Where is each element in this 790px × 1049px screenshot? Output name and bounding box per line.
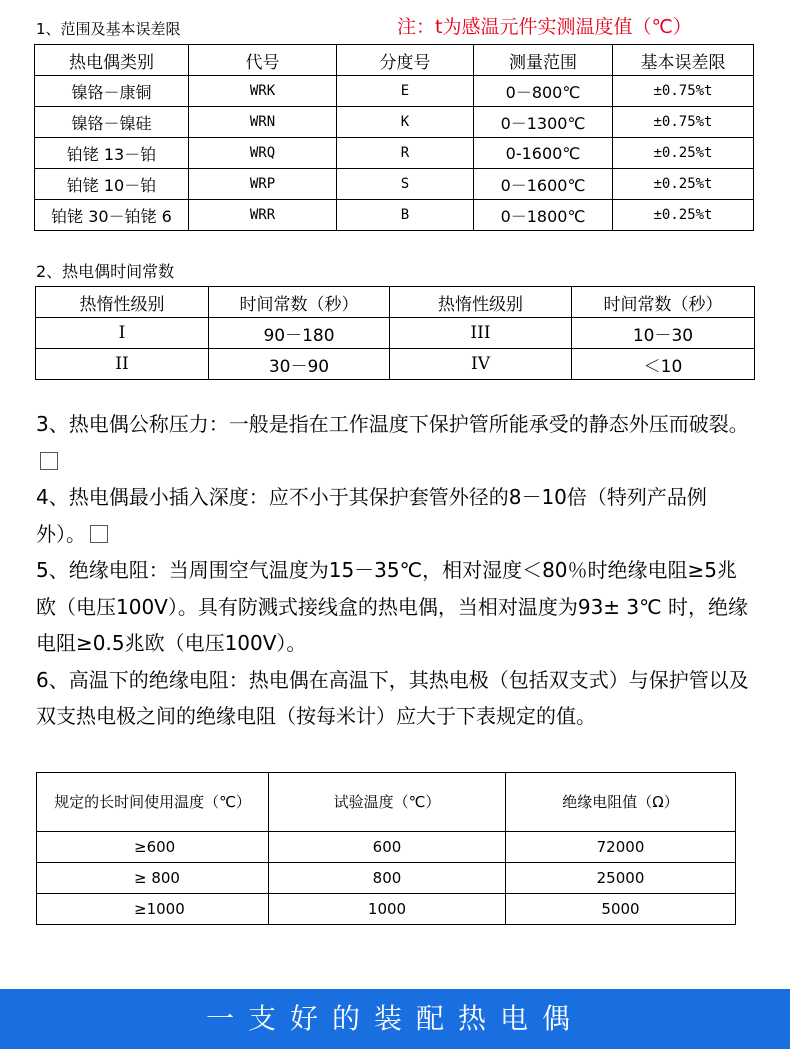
header-cell: 规定的长时间使用温度（℃） [37, 773, 269, 832]
table-cell: WRK [189, 76, 337, 107]
table-cell: 30－90 [209, 349, 390, 380]
header-cell: 试验温度（℃） [269, 773, 506, 832]
table-row [35, 76, 754, 107]
table-cell: 铂铑 10－铂 [35, 169, 189, 200]
table-cell: 0－800℃ [474, 76, 613, 107]
table-row [35, 138, 754, 169]
table-cell: 800 [269, 863, 506, 894]
temperature-note: 注：t为感温元件实测温度值（℃） [397, 16, 692, 38]
table-cell: II [36, 349, 209, 380]
table-cell: I [36, 318, 209, 349]
table-cell: WRP [189, 169, 337, 200]
table-cell: 0－1300℃ [474, 107, 613, 138]
table-cell: R [337, 138, 474, 169]
section2-title: 2、热电偶时间常数 [36, 262, 175, 281]
table-cell: 5000 [506, 894, 736, 925]
paragraph-text: 4、热电偶最小插入深度：应不小于其保护套管外径的8－10倍（特列产品例外）。 [36, 485, 707, 546]
paragraph-insulation-resistance: 5、绝缘电阻：当周围空气温度为15－35℃，相对湿度＜80％时绝缘电阻≥5兆欧（电压100V）。具有防溅式接线盒的热电偶，当相对温度为93± 3℃ 时，绝缘电阻≥0.5兆欧（电压100V）。 [36, 558, 748, 655]
paragraph-text: 3、热电偶公称压力：一般是指在工作温度下保护管所能承受的静态外压而破裂。 [36, 412, 749, 436]
table-row [37, 832, 736, 863]
table-row [36, 318, 755, 349]
table-cell: 25000 [506, 863, 736, 894]
header-cell: 分度号 [337, 45, 474, 76]
table-cell: 600 [269, 832, 506, 863]
table-cell: III [390, 318, 572, 349]
table-cell: 10－30 [572, 318, 755, 349]
table-cell: WRN [189, 107, 337, 138]
table-cell: ±0.25%t [613, 138, 754, 169]
table-cell: WRQ [189, 138, 337, 169]
table-row [36, 349, 755, 380]
header-cell: 代号 [189, 45, 337, 76]
error-limit-table [34, 44, 754, 231]
header-cell: 热惰性级别 [36, 287, 209, 318]
table-cell: ±0.25%t [613, 200, 754, 231]
table-cell: ±0.75%t [613, 107, 754, 138]
checkbox-square-icon [90, 525, 108, 543]
table-row [35, 200, 754, 231]
header-cell: 热电偶类别 [35, 45, 189, 76]
paragraph-high-temp-insulation: 6、高温下的绝缘电阻：热电偶在高温下，其热电极（包括双支式）与保护管以及双支热电极之间的绝缘电阻（按每米计）应大于下表规定的值。 [36, 667, 749, 728]
insulation-resistance-table [36, 772, 736, 925]
table-cell: K [337, 107, 474, 138]
table-cell: ≥600 [37, 832, 269, 863]
header-cell: 基本误差限 [613, 45, 754, 76]
table-cell: 1000 [269, 894, 506, 925]
header-cell: 热惰性级别 [390, 287, 572, 318]
footer-banner: 一支好的装配热电偶 [0, 989, 790, 1049]
table-cell: 镍铬－镍硅 [35, 107, 189, 138]
header-cell: 时间常数（秒） [572, 287, 755, 318]
paragraph-insertion-depth [36, 479, 756, 552]
table-cell: 0－1600℃ [474, 169, 613, 200]
table-row [37, 894, 736, 925]
table-cell: B [337, 200, 474, 231]
table-header-row [35, 45, 754, 76]
table-row [35, 169, 754, 200]
table-cell: 铂铑 13－铂 [35, 138, 189, 169]
table-cell: 90－180 [209, 318, 390, 349]
spec-paragraphs [36, 406, 756, 735]
table-cell: ≥1000 [37, 894, 269, 925]
table-cell: ±0.25%t [613, 169, 754, 200]
table-cell: ≥ 800 [37, 863, 269, 894]
time-constant-table [35, 286, 755, 380]
table-cell: WRR [189, 200, 337, 231]
table-cell: 铂铑 30－铂铑 6 [35, 200, 189, 231]
table-header-row [36, 287, 755, 318]
table-cell: 0－1800℃ [474, 200, 613, 231]
section1-title: 1、范围及基本误差限 [36, 20, 181, 38]
table-cell: E [337, 76, 474, 107]
table-row [35, 107, 754, 138]
header-cell: 测量范围 [474, 45, 613, 76]
table-header-row [37, 773, 736, 832]
table-cell: 72000 [506, 832, 736, 863]
table-cell: ±0.75%t [613, 76, 754, 107]
table-cell: IV [390, 349, 572, 380]
header-cell: 绝缘电阻值（Ω） [506, 773, 736, 832]
header-cell: 时间常数（秒） [209, 287, 390, 318]
table-cell: 0-1600℃ [474, 138, 613, 169]
table-cell: S [337, 169, 474, 200]
checkbox-square-icon [40, 452, 58, 470]
table-row [37, 863, 736, 894]
table-cell: ＜10 [572, 349, 755, 380]
table-cell: 镍铬－康铜 [35, 76, 189, 107]
paragraph-nominal-pressure [36, 406, 756, 479]
